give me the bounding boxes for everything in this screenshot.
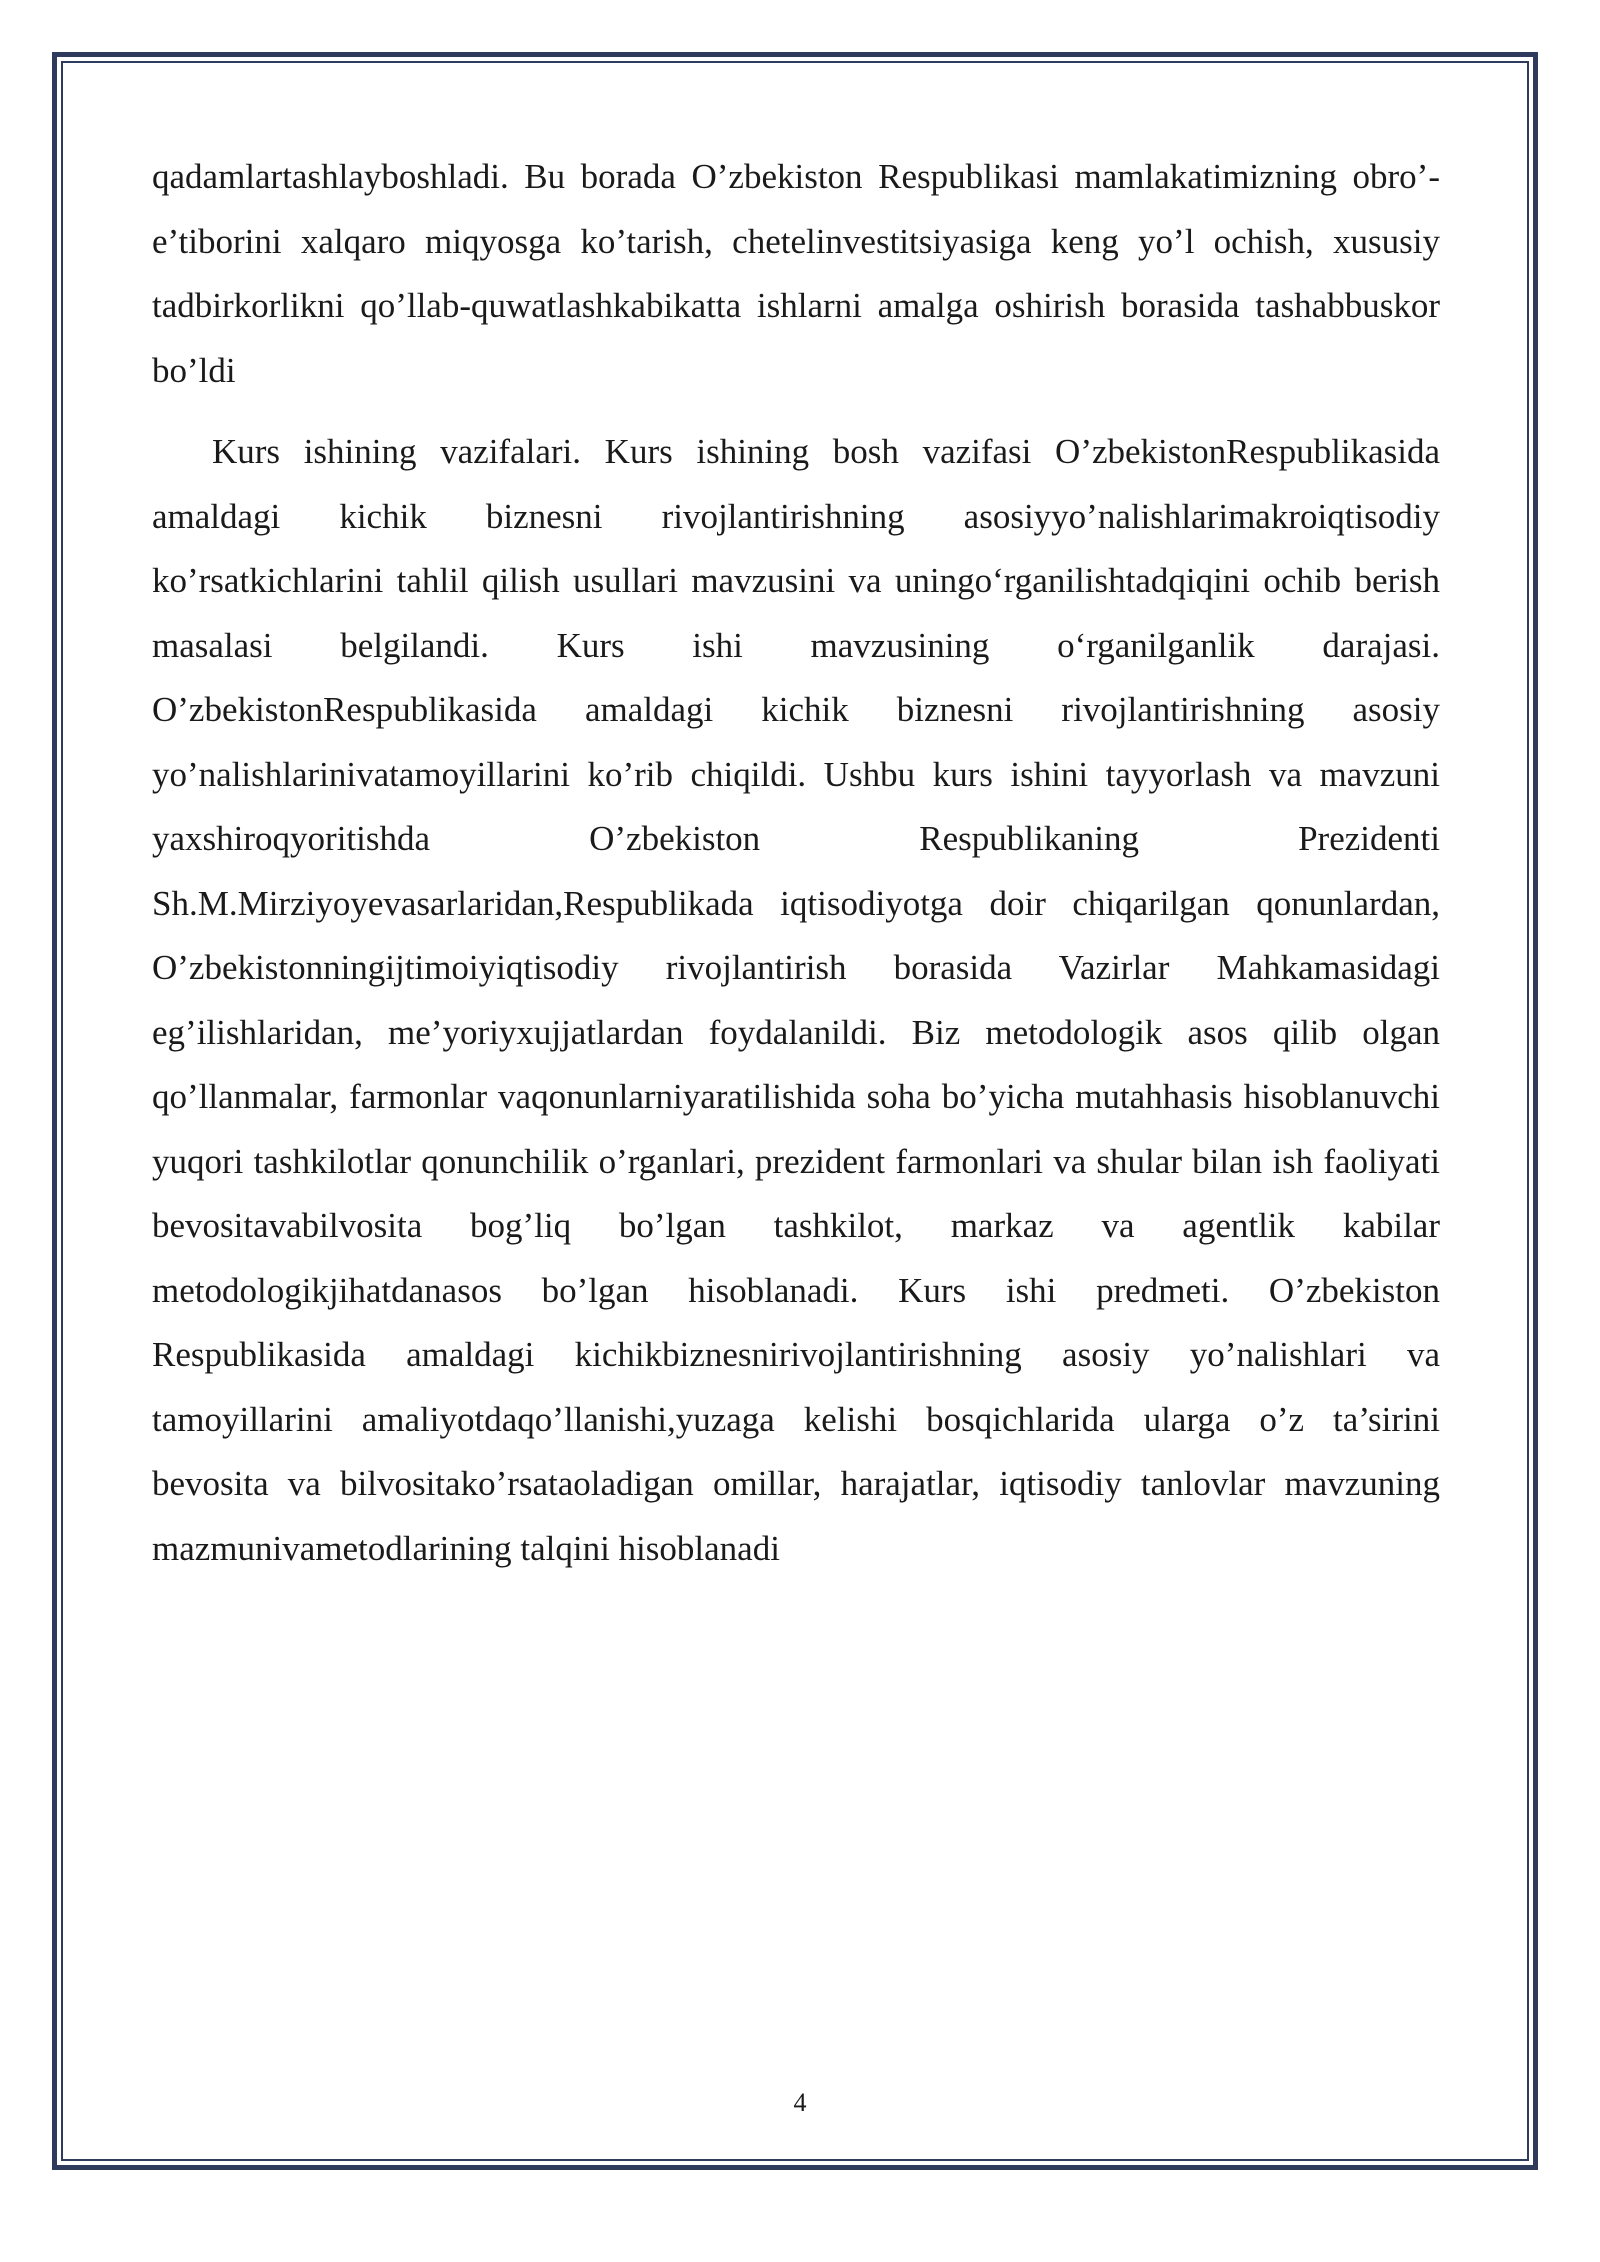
document-body [152, 145, 1440, 1581]
paragraph-continuation: qadamlartashlayboshladi. Bu borada O’zbekiston Respublikasi mamlakatimizning obro’-e’tiborini xalqaro miqyosga ko’tarish, chetelinvestitsiyasiga keng yo’l ochish, xususiy tadbirkorlikni qo’llab-quwatlashkabikatta ishlarni amalga oshirish borasida tashabbuskor bo’ldi [152, 157, 1440, 390]
paragraph-course-tasks: Kurs ishining vazifalari. Kurs ishining bosh vazifasi O’zbekistonRespublikasida amaldagi kichik biznesni rivojlantirishning asosiyyo’nalishlarimakroiqtisodiy ko’rsatkichlarini tahlil qilish usullari mavzusini va uningo‘rganilishtadqiqini ochib berish masalasi belgilandi. Kurs ishi mavzusining o‘rganilganlik darajasi. O’zbekistonRespublikasida amaldagi kichik biznesni rivojlantirishning asosiy yo’nalishlarinivatamoyillarini ko’rib chiqildi. Ushbu kurs ishini tayyorlash va mavzuni yaxshiroqyoritishda O’zbekiston Respublikaning Prezidenti Sh.M.Mirziyoyevasarlaridan,Respublikada iqtisodiyotga doir chiqarilgan qonunlardan, O’zbekistonningijtimoiyiqtisodiy rivojlantirish borasida Vazirlar Mahkamasidagi eg’ilishlaridan, me’yoriyxujjatlardan foydalanildi. Biz metodologik asos qilib olgan qo’llanmalar, farmonlar vaqonunlarniyaratilishida soha bo’yicha mutahhasis hisoblanuvchi yuqori tashkilotlar qonunchilik o’rganlari, prezident farmonlari va shular bilan ish faoliyati bevositavabilvosita bog’liq bo’lgan tashkilot, markaz va agentlik kabilar metodologikjihatdanasos bo’lgan hisoblanadi. Kurs ishi predmeti. O’zbekiston Respublikasida amaldagi kichikbiznesnirivojlantirishning asosiy yo’nalishlari va tamoyillarini amaliyotdaqo’llanishi,yuzaga kelishi bosqichlarida ularga o’z ta’sirini bevosita va bilvositako’rsataoladigan omillar, harajatlar, iqtisodiy tanlovlar mavzuning mazmunivametodlarining talqini hisoblanadi [152, 432, 1440, 1568]
page-number: 4 [793, 2088, 807, 2117]
